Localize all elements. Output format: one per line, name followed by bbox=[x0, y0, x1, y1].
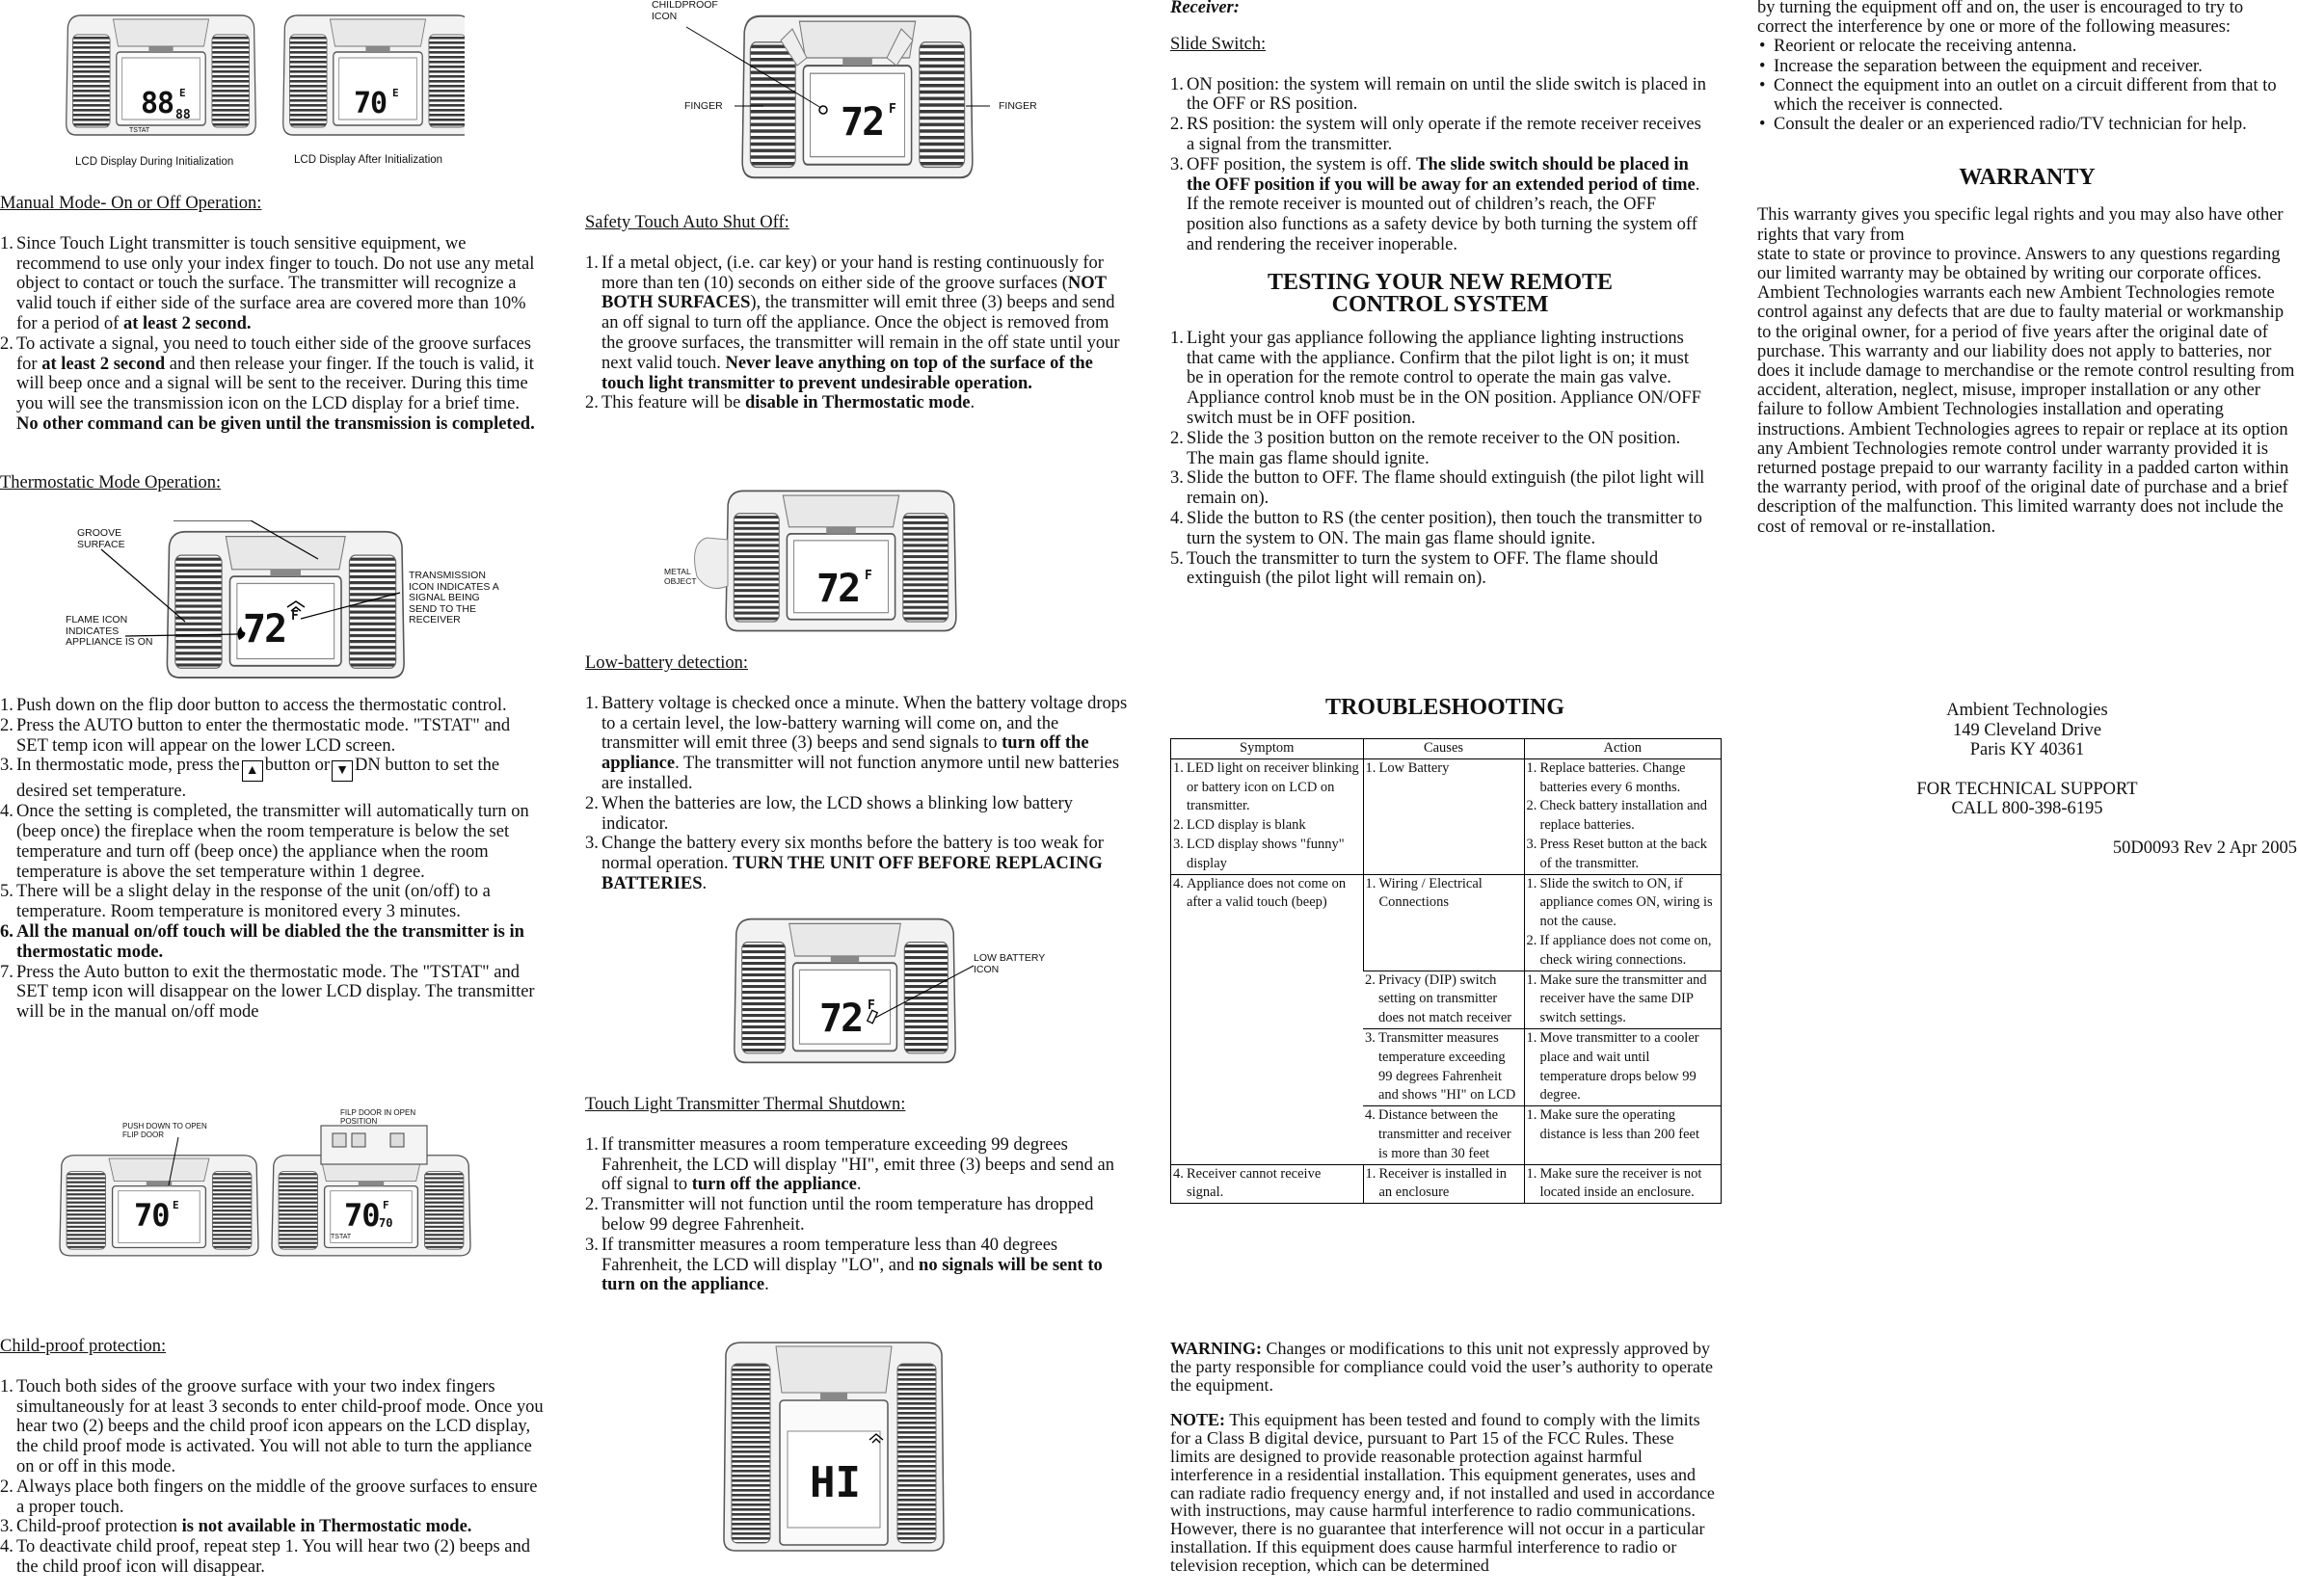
list-item: 1. Touch both sides of the groove surface with your two index fingers simultaneously for at least 3 seconds to enter child-proof mode. Once you hear two (2) beeps and the child proof icon appears on the LCD display, the child proof mode is activated. You will not able to turn the appliance on or off in this mode. bbox=[0, 1376, 544, 1476]
hi-lcd-digits: HI bbox=[810, 1458, 861, 1507]
warranty-p3: Ambient Technologies warrants each new Ambient Technologies remote control against any defects that are due to faulty material or workmanship to the original owner, for a period of five years after the original date of purchase. This warranty and our liability does not apply to batteries, nor does it include damage to merchandise or the remote control resulting from accident, alteration, neglect, misuse, improper installation or any other failure to follow Ambient Technologies installation and operating instructions. Ambient Technologies agrees to repair or replace at its option any Ambient Technologies remote control under warranty provided it is returned postage prepaid to our warranty facility in a padded carton within the warranty period, with proof of the original date of purchase and a brief description of the malfunction. This limited warranty does not include the cost of removal or re-installation. bbox=[1757, 283, 2295, 537]
list-item: 5. There will be a slight delay in the response of the unit (on/off) to a temperature. Room temperature is monitored every 3 minutes. bbox=[0, 882, 491, 922]
list-item: 2. This feature will be disable in Thermostatic mode. bbox=[585, 393, 975, 413]
low-battery-icon-label: LOW BATTERY ICON bbox=[974, 952, 1046, 975]
table-header: Causes bbox=[1363, 739, 1524, 758]
list-item: 1. Since Touch Light transmitter is touch sensitive equipment, we recommend to use only your index finger to touch. Do not use any metal object to contact or touch the surface. The transmitter will recognize a valid touch if either side of the surface area are covered more than 10% for a period of at least 2 second. bbox=[0, 233, 535, 333]
init-lcd-unit: E bbox=[179, 87, 186, 99]
flip-door-drawing bbox=[53, 1108, 477, 1272]
list-item: 1. Push down on the flip door button to access the thermostatic control. bbox=[0, 696, 507, 715]
thermo-lcd-unit: F bbox=[291, 609, 299, 624]
list-item: 1. If transmitter measures a room temperature exceeding 99 degrees Fahrenheit, the LCD will display "HI", emit three (3) beeps and send an off signal to turn off the appliance. bbox=[585, 1134, 1114, 1195]
childproof-icon-label: CHILDPROOF ICON bbox=[652, 0, 718, 22]
safety-list bbox=[585, 253, 1130, 413]
caption-after-init: LCD Display After Initialization bbox=[294, 154, 443, 166]
list-item: • Reorient or relocate the receiving antenna. bbox=[1757, 37, 2297, 56]
table-row: 4. Receiver cannot receive signal. 1. Receiver is installed in an enclosure 1. Make sure the receiver is not located inside an enclosure. bbox=[1171, 1164, 1721, 1203]
finger-left-label: FINGER bbox=[684, 100, 723, 112]
manual-mode-list bbox=[0, 234, 545, 435]
list-item: 2. Transmitter will not function until the room temperature has dropped below 99 degree Fahrenheit. bbox=[585, 1195, 1094, 1235]
list-item: 1. ON position: the system will remain on until the slide switch is placed in the OFF or RS position. bbox=[1170, 74, 1707, 115]
metal-object-drawing bbox=[660, 480, 969, 639]
hi-display-drawing bbox=[718, 1335, 949, 1556]
thermo-lcd-digits: 72 bbox=[243, 607, 286, 652]
finger-right-label: FINGER bbox=[999, 100, 1037, 112]
list-item: 6. All the manual on/off touch will be diabled the the transmitter is in thermostatic mode. bbox=[0, 921, 524, 962]
down-arrow-icon: ▼ bbox=[332, 760, 353, 782]
list-item: 2. RS position: the system will only operate if the remote receiver receives a signal from the transmitter. bbox=[1170, 115, 1701, 154]
flip-door-label: FILP DOOR IN OPEN POSITION bbox=[340, 1108, 416, 1126]
table-header: Action bbox=[1524, 739, 1721, 758]
child-proof-list bbox=[0, 1377, 545, 1578]
list-item: 2. Always place both fingers on the middle of the groove surfaces to ensure a proper touch. bbox=[0, 1476, 538, 1517]
list-item: 1. Light your gas appliance following the appliance lighting instructions that came with the appliance. Confirm that the pilot light is on; it must be in operation for the remote control to operate the main gas valve. Appliance control knob must be in the ON position. Appliance ON/OFF switch must be in OFF position. bbox=[1170, 328, 1701, 428]
flip-left-lcd-unit: E bbox=[173, 1199, 179, 1211]
list-item: 1. Battery voltage is checked once a minute. When the battery voltage drops to a certain level, the low-battery warning will come on, and the transmitter will emit three (3) beeps and send signals to turn off the appliance. The transmitter will not function anymore until new batteries are installed. bbox=[585, 693, 1128, 793]
init-lcd-digits: 88 bbox=[141, 87, 174, 120]
list-item: • Consult the dealer or an experienced radio/TV technician for help. bbox=[1757, 115, 2297, 134]
flip-right-lcd-digits: 70 bbox=[344, 1197, 380, 1234]
metal-object-figure bbox=[660, 480, 969, 639]
child-proof-heading: Child-proof protection: bbox=[0, 1337, 167, 1356]
interference-list bbox=[1757, 37, 2297, 134]
list-item: 2. Slide the 3 position button on the remote receiver to the ON position. The main gas flame should ignite. bbox=[1170, 428, 1681, 468]
warranty-p2: state to state or province to province. Answers to any questions regarding our limited warranty may be obtained by writing our corporate offices. bbox=[1757, 244, 2281, 284]
metal-lcd-digits: 72 bbox=[816, 567, 860, 611]
flip-right-lcd-tstat: TSTAT bbox=[331, 1234, 352, 1240]
thermal-shutdown-list bbox=[585, 1135, 1130, 1295]
flip-left-lcd-digits: 70 bbox=[134, 1197, 170, 1234]
list-item: 2. Press the AUTO button to enter the thermostatic mode. "TSTAT" and SET temp icon will appear on the lower LCD screen. bbox=[0, 715, 511, 756]
slide-switch-heading: Slide Switch: bbox=[1170, 34, 1267, 54]
lowbatt-lcd-digits: 72 bbox=[819, 997, 863, 1041]
childproof-drawing bbox=[648, 0, 1053, 193]
warranty-heading: WARRANTY bbox=[1959, 165, 2096, 191]
lcd-initialization-figure bbox=[60, 4, 465, 177]
troubleshooting-heading: TROUBLESHOOTING bbox=[1324, 695, 1565, 720]
warranty-p1: This warranty gives you specific legal rights and you may also have other rights that vary from bbox=[1757, 205, 2284, 245]
list-item: 3. If transmitter measures a room temperature less than 40 degrees Fahrenheit, the LCD will display "LO", and no signals will be sent to turn on the appliance. bbox=[585, 1235, 1103, 1295]
revision-code: 50D0093 Rev 2 Apr 2005 bbox=[2112, 838, 2297, 858]
list-item: • Increase the separation between the equipment and receiver. bbox=[1757, 57, 2297, 76]
metal-object-label: METAL OBJECT bbox=[664, 567, 697, 586]
childproof-lcd-unit: F bbox=[889, 102, 896, 117]
testing-list bbox=[1170, 329, 1710, 589]
table-row: 4. Appliance does not come on after a valid touch (beep) 1. Wiring / Electrical Connections 1. Slide the switch to ON, if appliance comes ON, wiring is not the cause. 2. If appliance does not come on, check wiring connections. bbox=[1171, 874, 1721, 971]
list-item: 4. Slide the button to RS (the center position), then touch the transmitter to turn the system to ON. The main gas flame should ignite. bbox=[1170, 508, 1702, 548]
list-item: 3. Change the battery every six months before the battery is too weak for normal operation. TURN THE UNIT OFF BEFORE REPLACING BATTERIES. bbox=[585, 834, 1104, 893]
init-lcd-tstat: TSTAT bbox=[129, 127, 150, 134]
childproof-lcd-digits: 72 bbox=[841, 100, 884, 145]
childproof-figure bbox=[648, 0, 1053, 193]
table-row: 2. Privacy (DIP) switch setting on transmitter does not match receiver 1. Make sure the transmitter and receiver have the same DIP switch settings. bbox=[1171, 971, 1721, 1028]
init-lcd-small: 88 bbox=[175, 108, 191, 122]
list-item: 7. Press the Auto button to exit the thermostatic mode. The "TSTAT" and SET temp icon will disappear on the lower LCD display. The transmitter will be in the manual on/off mode bbox=[0, 962, 535, 1023]
thermostatic-figure bbox=[58, 520, 540, 689]
low-battery-figure bbox=[723, 910, 1070, 1074]
low-battery-heading: Low-battery detection: bbox=[585, 653, 749, 673]
slide-switch-list bbox=[1170, 75, 1710, 255]
low-battery-drawing bbox=[723, 910, 1070, 1074]
list-item: 3. OFF position, the system is off. The slide switch should be placed in the OFF position if you will be away for an extended period of time. If the remote receiver is mounted out of children’s reach, the OFF position also functions as a safety device by both turning the system off and rendering the receiver inoperable. bbox=[1170, 154, 1700, 254]
support-phone: CALL 800-398-6195 bbox=[1951, 799, 2103, 818]
note-paragraph: NOTE: This equipment has been tested and found to comply with the limits for a Class B digital device, pursuant to Part 15 of the FCC Rules. These limits are designed to provide reasonable protection against harmful interference in a residential installation. This equipment generates, uses and can radiate radio frequency energy and, if not installed and used in accordance with instructions, may cause harmful interference to radio communications. However, there is no guarantee that interference will not occur in a particular installation. If this equipment does cause harmful interference to radio or television reception, which can be determined bbox=[1170, 1410, 1715, 1575]
interference-continued: by turning the equipment off and on, the user is encouraged to try to correct the interference by one or more of the following measures: bbox=[1757, 0, 2244, 38]
list-item: 4. Once the setting is completed, the transmitter will automatically turn on (beep once) the fireplace when the room temperature is below the set temperature and turn off (beep once) the appliance when the room temperature is above the set temperature within 1 degree. bbox=[0, 802, 529, 882]
low-battery-list bbox=[585, 694, 1130, 894]
support-heading: FOR TECHNICAL SUPPORT bbox=[1916, 779, 2138, 799]
table-row: 1. LED light on receiver blinking or battery icon on LCD on transmitter. 2. LCD display is blank 3. LCD display shows "funny" display 1. Low Battery 1. Replace batteries. Change batteries every 6 months. 2. Check battery installation and replace batteries. 3. Press Reset button at the back of the transmitter. bbox=[1171, 758, 1721, 874]
safety-heading: Safety Touch Auto Shut Off: bbox=[585, 213, 789, 232]
testing-heading: TESTING YOUR NEW REMOTE CONTROL SYSTEM bbox=[1267, 269, 1614, 317]
caption-during-init: LCD Display During Initialization bbox=[75, 156, 234, 168]
list-item: 1. If a metal object, (i.e. car key) or your hand is resting continuously for more than ten (10) seconds on either side of the groove surfaces (NOT BOTH SURFACES), the transmitter will emit three (3) beeps and send an off signal to turn off the appliance. Once the object is removed from the groove surfaces, the transmitter will remain in the off state until your next valid touch. Never leave anything on top of the surface of the touch light transmitter to prevent undesirable operation. bbox=[585, 253, 1120, 393]
list-item: 4. To deactivate child proof, repeat step 1. You will hear two (2) beeps and the child proof icon will disappear. bbox=[0, 1537, 530, 1577]
after-lcd-digits: 70 bbox=[354, 87, 387, 120]
up-arrow-icon: ▲ bbox=[242, 760, 263, 782]
metal-lcd-unit: F bbox=[865, 569, 872, 583]
transmitter-drawings bbox=[60, 4, 465, 168]
manual-mode-heading: Manual Mode- On or Off Operation: bbox=[0, 194, 262, 213]
lowbatt-lcd-unit: F bbox=[868, 998, 875, 1013]
thermostatic-mode-heading: Thermostatic Mode Operation: bbox=[0, 473, 222, 492]
groove-surface-label: GROOVE SURFACE bbox=[77, 527, 125, 550]
thermal-shutdown-heading: Touch Light Transmitter Thermal Shutdown: bbox=[585, 1095, 906, 1114]
table-header: Symptom bbox=[1171, 739, 1363, 758]
hi-display-figure bbox=[718, 1335, 949, 1556]
transmission-icon-label: TRANSMISSION ICON INDICATES A SIGNAL BEING SEND TO THE RECEIVER bbox=[409, 570, 499, 625]
troubleshooting-table bbox=[1170, 738, 1722, 1204]
flip-door-figure bbox=[53, 1108, 477, 1272]
company-city: Paris KY 40361 bbox=[1969, 740, 2085, 759]
flip-right-lcd-unit: F bbox=[383, 1199, 389, 1211]
company-street: 149 Cleveland Drive bbox=[1952, 720, 2102, 740]
list-item: • Connect the equipment into an outlet on a circuit different from that to which the receiver is connected. bbox=[1757, 76, 2297, 115]
list-item: 2. To activate a signal, you need to touch either side of the groove surfaces for at least 2 second and then release your finger. If the touch is valid, it will beep once and a signal will be sent to the receiver. During this time you will see the transmission icon on the LCD display for a brief time. No other command can be given until the transmission is completed. bbox=[0, 333, 535, 434]
thermostatic-list bbox=[0, 696, 545, 1023]
after-lcd-unit: E bbox=[392, 87, 399, 99]
list-item: 3. Slide the button to OFF. The flame should extinguish (the pilot light will remain on). bbox=[1170, 468, 1705, 509]
warning-paragraph: WARNING: Changes or modifications to this unit not expressly approved by the party responsible for compliance could void the user’s authority to operate the equipment. bbox=[1170, 1339, 1714, 1395]
list-item: 3. In thermostatic mode, press the ▲ button or ▼ DN button to set the desired set temperature. bbox=[0, 756, 500, 802]
flame-icon-label: FLAME ICON INDICATES APPLIANCE IS ON bbox=[66, 614, 153, 648]
push-down-label: PUSH DOWN TO OPEN FLIP DOOR bbox=[122, 1122, 207, 1139]
list-item: 3. Child-proof protection is not available in Thermostatic mode. bbox=[0, 1517, 472, 1537]
table-row: 4. Distance between the transmitter and receiver is more than 30 feet 1. Make sure the operating distance is less than 200 feet bbox=[1171, 1106, 1721, 1164]
list-item: 5. Touch the transmitter to turn the system to OFF. The flame should extinguish (the pilot light will remain on). bbox=[1170, 548, 1659, 589]
table-row: 3. Transmitter measures temperature exceeding 99 degrees Fahrenheit and shows "HI" on LCD 1. Move transmitter to a cooler place and wait until temperature drops below 99 degree. bbox=[1171, 1028, 1721, 1105]
flip-right-lcd-small: 70 bbox=[379, 1216, 393, 1230]
company-name: Ambient Technologies bbox=[1946, 701, 2108, 720]
receiver-heading: Receiver: bbox=[1170, 0, 1240, 17]
list-item: 2. When the batteries are low, the LCD shows a blinking low battery indicator. bbox=[585, 793, 1073, 834]
